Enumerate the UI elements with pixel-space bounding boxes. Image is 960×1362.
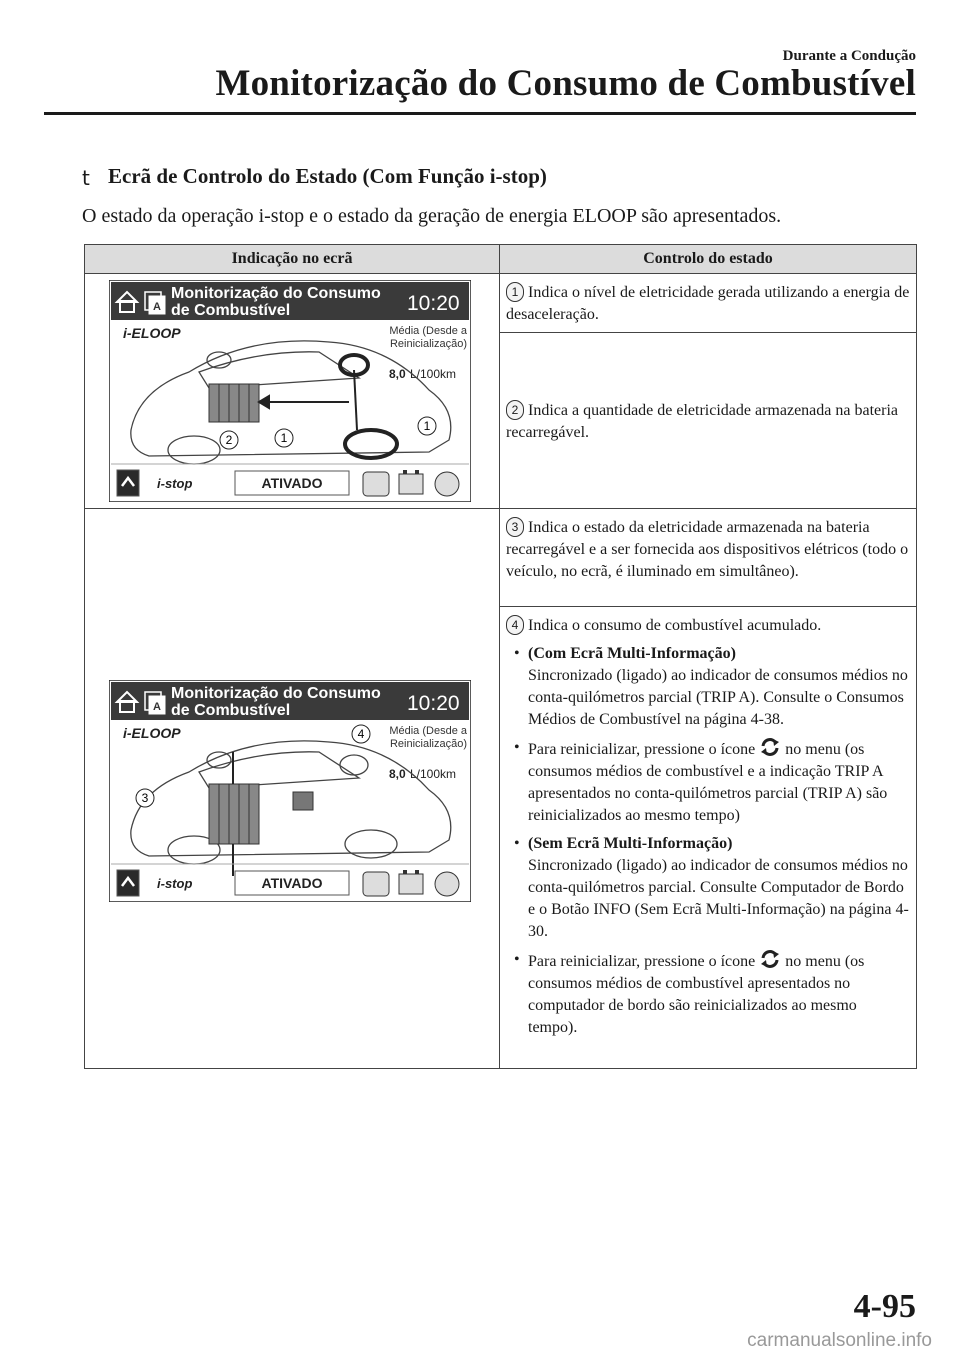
row-text: Indica o nível de eletricidade gerada utilizando a energia de desaceleração. xyxy=(506,284,910,323)
row-text: Indica a quantidade de eletricidade armazenada na bateria recarregável. xyxy=(506,401,898,441)
list-item-text: Para reinicializar, pressione o ícone xyxy=(528,741,756,758)
list-item xyxy=(506,643,910,731)
engine-icon xyxy=(363,472,389,496)
list-item-title: (Sem Ecrã Multi-Informação) xyxy=(528,835,733,852)
svg-text:A: A xyxy=(153,301,161,313)
svg-text:1: 1 xyxy=(280,431,288,445)
consumption-unit: L/100km xyxy=(410,367,457,381)
consumption-value: 8,0 xyxy=(389,367,406,381)
battery-cells xyxy=(209,384,259,422)
list-item-text-cont: no menu (os consumos médios de combustível e a indicação TRIP A apresentados no conta-quilómetros parcial (TRIP A) são reinicializados ao mesmo tempo) xyxy=(528,741,888,824)
back-button[interactable] xyxy=(117,870,139,896)
eloop-label: i-ELOOP xyxy=(123,325,181,341)
clock: 10:20 xyxy=(407,692,460,715)
air-conditioner-icon xyxy=(435,472,459,496)
table-row xyxy=(500,509,917,607)
list-item xyxy=(506,949,910,1039)
battery-icon xyxy=(399,470,423,494)
list-item-title: (Com Ecrã Multi-Informação) xyxy=(528,645,736,662)
istop-status: ATIVADO xyxy=(261,475,323,491)
svg-text:4: 4 xyxy=(357,727,365,741)
consumption-unit: L/100km xyxy=(410,767,457,781)
status-screen-bottom xyxy=(109,680,471,902)
page-number: 4-95 xyxy=(853,1288,916,1325)
callout-number: 4 xyxy=(506,615,524,635)
list-item xyxy=(506,737,910,827)
eloop-label: i-ELOOP xyxy=(123,725,181,741)
bullet-dot: • xyxy=(514,645,520,662)
table-header-control: Controlo do estado xyxy=(500,245,917,274)
bullet-dot: • xyxy=(514,951,520,968)
battery-cells xyxy=(209,784,259,844)
screen-title-line1: Monitorização do Consumo xyxy=(171,285,381,302)
watermark: carmanualsonline.info xyxy=(747,1330,932,1351)
average-label-line2: Reinicialização) xyxy=(389,738,467,750)
svg-text:1: 1 xyxy=(423,419,431,433)
svg-text:A: A xyxy=(153,701,161,713)
list-item-text-cont: no menu (os consumos médios de combustível apresentados no computador de bordo são reinicializados ao mesmo tempo). xyxy=(528,953,865,1036)
table-row xyxy=(500,607,917,1069)
average-label-line2: Reinicialização) xyxy=(389,338,467,350)
engine-icon xyxy=(363,872,389,896)
screen-title-line1: Monitorização do Consumo xyxy=(171,685,381,702)
callout-marker xyxy=(352,725,370,743)
header-section: Durante a Condução xyxy=(782,48,916,64)
callout-marker xyxy=(136,789,154,807)
table-row xyxy=(500,274,917,333)
auxiliary-battery xyxy=(293,792,313,810)
callout-marker xyxy=(418,417,436,435)
page-title: Monitorização do Consumo de Combustível xyxy=(215,63,916,104)
list-item xyxy=(506,833,910,943)
callout-marker xyxy=(220,431,238,449)
reset-icon xyxy=(759,737,781,757)
header-rule xyxy=(44,112,916,115)
table-header-display: Indicação no ecrã xyxy=(85,245,500,274)
section-bullet: t xyxy=(82,166,90,190)
istop-label: i-stop xyxy=(157,476,193,491)
svg-text:3: 3 xyxy=(141,791,149,805)
air-conditioner-icon xyxy=(435,872,459,896)
consumption-value: 8,0 xyxy=(389,767,406,781)
table-row xyxy=(500,333,917,509)
row-text: Indica o consumo de combustível acumulado. xyxy=(528,617,822,634)
screen-title-line2: de Combustível xyxy=(171,302,291,319)
callout-number: 2 xyxy=(506,400,524,420)
back-button[interactable] xyxy=(117,470,139,496)
bullet-dot: • xyxy=(514,739,520,756)
average-label-line1: Média (Desde a xyxy=(389,325,467,337)
callout-number: 1 xyxy=(506,282,524,302)
bullet-dot: • xyxy=(514,835,520,852)
istop-status: ATIVADO xyxy=(261,875,323,891)
section-title: Ecrã de Controlo do Estado (Com Função i-stop) xyxy=(108,164,547,188)
reset-icon xyxy=(759,949,781,969)
status-screen-top xyxy=(109,280,471,502)
battery-icon xyxy=(399,870,423,894)
row-text: Indica o estado da eletricidade armazenada na bateria recarregável e a ser fornecida aos dispositivos elétricos (todo o veículo, no ecrã, é iluminado em simultâneo). xyxy=(506,519,909,580)
list-item-text: Para reinicializar, pressione o ícone xyxy=(528,953,756,970)
istop-label: i-stop xyxy=(157,876,193,891)
list-item-text: Sincronizado (ligado) ao indicador de consumos médios no conta-quilómetros parcial (TRIP A). Consulte o Consumos Médios de Combustível na página 4-38. xyxy=(528,667,908,728)
section-intro: O estado da operação i-stop e o estado da geração de energia ELOOP são apresentados. xyxy=(82,205,782,227)
screen-title-line2: de Combustível xyxy=(171,702,291,719)
average-label-line1: Média (Desde a xyxy=(389,725,467,737)
callout-marker xyxy=(275,429,293,447)
callout-number: 3 xyxy=(506,517,524,537)
clock: 10:20 xyxy=(407,292,460,315)
list-item-text: Sincronizado (ligado) ao indicador de consumos médios no conta-quilómetros parcial. Consulte Computador de Bordo e o Botão INFO (Sem Ecrã Multi-Informação) na página 4-30. xyxy=(528,857,909,940)
svg-text:2: 2 xyxy=(225,433,233,447)
